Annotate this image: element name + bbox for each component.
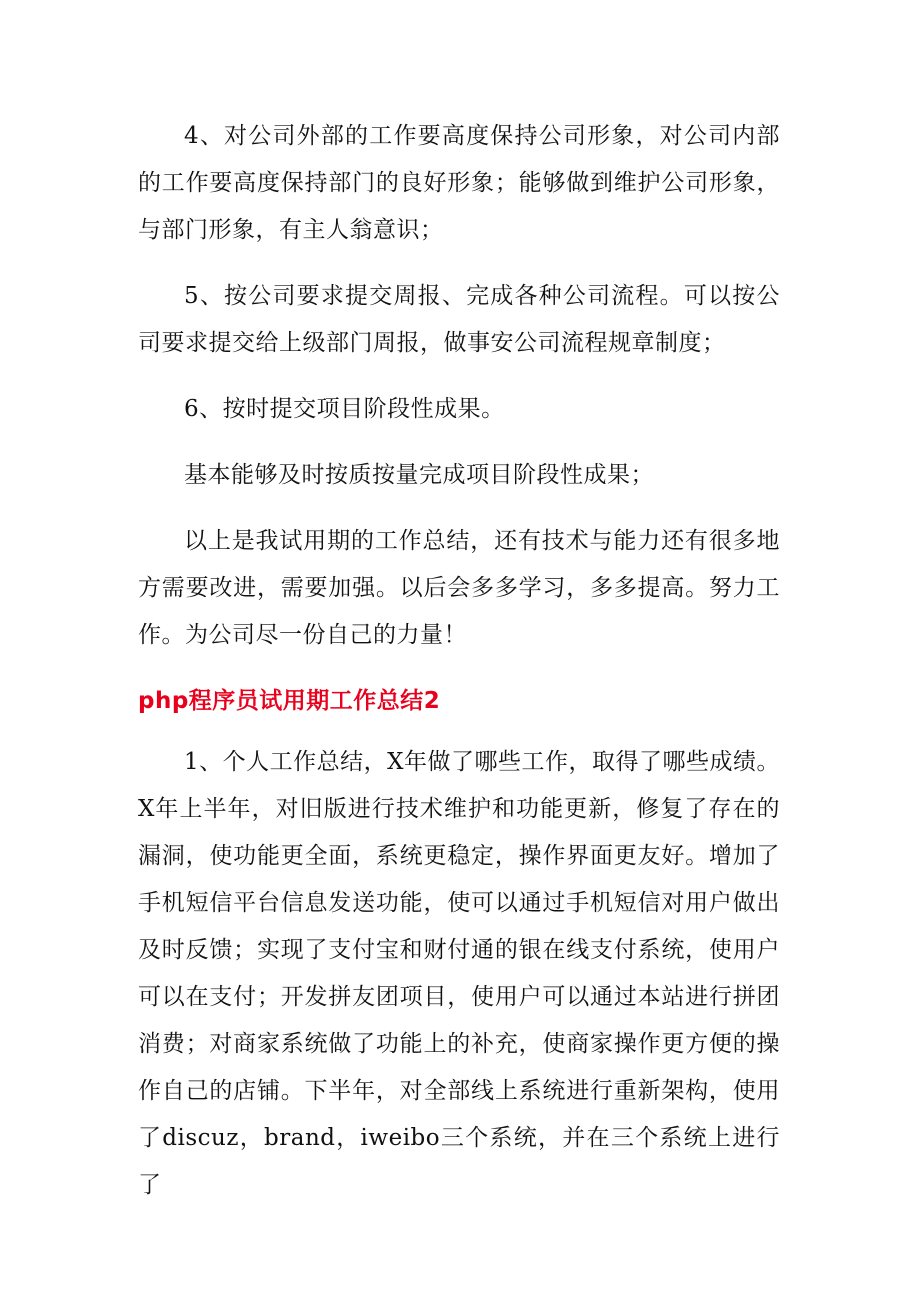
paragraph-item-4: 4、对公司外部的工作要高度保持公司形象，对公司内部的工作要高度保持部门的良好形象；能够做到维护公司形象，与部门形象，有主人翁意识； [138, 123, 780, 243]
paragraph-item-5: 5、按公司要求提交周报、完成各种公司流程。可以按公司要求提交给上级部门周报，做事安公司流程规章制度； [138, 283, 780, 356]
paragraph-result-note: 基本能够及时按质按量完成项目阶段性成果； [184, 462, 654, 488]
paragraph-item-6: 6、按时提交项目阶段性成果。 [184, 396, 505, 422]
document-body [138, 113, 780, 1209]
section-heading: php程序员试用期工作总结2 [138, 688, 441, 714]
paragraph-conclusion: 以上是我试用期的工作总结，还有技术与能力还有很多地方需要改进，需要加强。以后会多多学习，多多提高。努力工作。为公司尽一份自己的力量！ [138, 528, 780, 648]
paragraph-personal-summary: 1、个人工作总结，X年做了哪些工作，取得了哪些成绩。X年上半年，对旧版进行技术维护和功能更新，修复了存在的漏洞，使功能更全面，系统更稳定，操作界面更友好。增加了手机短信平台信息发送功能，使可以通过手机短信对用户做出及时反馈；实现了支付宝和财付通的银在线支付系统，使用户可以在支付；开发拼友团项目，使用户可以通过本站进行拼团消费；对商家系统做了功能上的补充，使商家操作更方便的操作自己的店铺。下半年，对全部线上系统进行重新架构，使用了discuz，brand，iweibo三个系统，并在三个系统上进行了 [138, 749, 781, 1198]
